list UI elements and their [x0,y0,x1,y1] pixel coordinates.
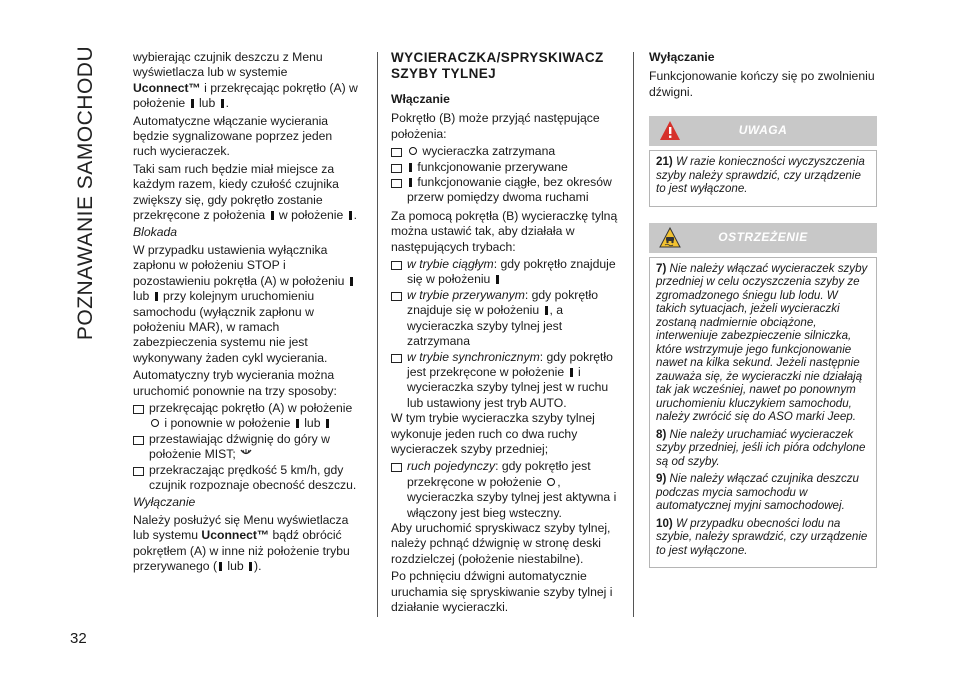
column-divider [633,52,634,617]
paragraph: Należy posłużyć się Menu wyświetlacza lub systemu Uconnect™ bądź obrócić pokrętłem (A) w inne niż położenie trybu przerywanego ( lub ). [133,512,350,573]
auto-position-icon [349,211,352,220]
section-heading: WYCIERACZKA/SPRYSKIWACZ SZYBY TYLNEJ [391,50,604,81]
checkbox-icon [133,467,144,476]
list-item: przestawiając dźwignię do góry w położenie MIST; [133,432,358,463]
intermittent-position-icon [545,306,548,315]
paragraph: Za pomocą pokrętła (B) wycieraczkę tylną można ustawić tak, aby działała w następujących trybach: [391,208,618,254]
subheading-wylaczanie: Wyłączanie [133,495,196,510]
paragraph: W przypadku ustawienia wyłącznika zapłonu w położeniu STOP i pozostawieniu pokrętła (A) w położeniu lub przy kolejnym uruchomieniu samochodu (wyłącznik zapłonu w położeniu MAR), w ramach zabezpieczenia systemu nie jest wykonywany żaden cykl wycierania. [133,243,358,366]
paragraph: Automatyczny tryb wycierania można uruchomić ponownie na trzy sposoby: [133,368,337,398]
continuous-position-icon [496,275,499,284]
uwaga-note [649,150,877,207]
intermittent-position-icon [570,368,573,377]
auto-position-icon [271,211,274,220]
list-item: w trybie przerywanym: gdy pokrętło znajduje się w położeniu , a wycieraczka szyby tylnej jest zatrzymana [391,288,621,350]
checkbox-icon [391,463,402,472]
auto-position-icon [326,419,329,428]
checkbox-icon [391,164,402,173]
off-position-icon [409,147,417,155]
list-item: przekręcając pokrętło (A) w położenie i ponownie w położenie lub [133,401,358,432]
continuous-position-icon [409,178,412,187]
auto-position-icon [249,562,252,571]
list-item: funkcjonowanie ciągłe, bez okresów przerw pomiędzy dwoma ruchami [391,175,621,206]
column-2 [391,50,621,617]
paragraph: Aby uruchomić spryskiwacz szyby tylnej, należy pchnąć dźwignię w stronę deski rozdzielczej (położenie niestabilne). [391,520,611,566]
off-position-icon [151,419,159,427]
paragraph: Funkcjonowanie kończy się po zwolnieniu dźwigni. [649,69,875,99]
mist-icon [239,448,253,459]
paragraph: Pokrętło (B) może przyjąć następujące położenia: [391,111,600,141]
paragraph: wybierając czujnik deszczu z Menu wyświetlacza lub w systemie Uconnect™ i przekręcając pokrętło (A) w położenie lub . [133,50,358,111]
note-item: 7) Nie należy włączać wycieraczek szyby przedniej w celu oczyszczenia szyby ze zgromadzonego śniegu lub lodu. W takich sytuacjach, jeżeli wycieraczki zostaną nadmiernie obciążone, interweniuje zabezpieczenie silniczka, które wstrzymuje jego funkcjonowanie nawet na kilka sekund. Jeżeli następnie zauważa się, że wycieraczki nie działają tak jak wcześniej, nawet po ponownym uruchomieniu kluczykiem samochodu, należy zwrócić się do ASO marki Jeep. [656,261,868,424]
banner-label: OSTRZEŻENIE [718,229,808,244]
off-position-icon [547,478,555,486]
auto-position-icon [350,277,353,286]
column-divider [377,52,378,617]
subheading-blokada: Blokada [133,225,178,240]
checkbox-icon [391,354,402,363]
list-item: przekraczając prędkość 5 km/h, gdy czujnik rozpoznaje obecność deszczu. [133,463,358,494]
list-item: ruch pojedynczy: gdy pokrętło jest przekręcone w położenie , wycieraczka szyby tylnej jest aktywna i włączony jest bieg wsteczny. [391,459,621,521]
list-item: funkcjonowanie przerywane [391,160,621,175]
list-item: w trybie synchronicznym: gdy pokrętło jest przekręcone w położenie i wycieraczka szyby tylnej jest w ruchu lub ustawiony jest tryb AUTO. [391,350,621,412]
checkbox-icon [133,436,144,445]
paragraph: Taki sam ruch będzie miał miejsce za każdym razem, kiedy czułość czujnika zwiększy się, gdy pokrętło zostanie przekręcone z położenia w położenie . [133,161,358,223]
checkbox-icon [133,405,144,414]
auto-position-icon [191,99,194,108]
note-item: 9) Nie należy włączać czujnika deszczu podczas mycia samochodu w automatycznej myjni samochodowej. [656,472,859,513]
section-title-vertical [66,45,106,341]
note-item: 10) W przypadku obecności lodu na szybie, należy sprawdzić, czy urządzenie to jest wyłączone. [656,516,868,557]
checkbox-icon [391,261,402,270]
uwaga-banner [649,116,877,146]
subheading-wylaczanie: Wyłączanie [649,50,715,64]
auto-position-icon [221,99,224,108]
banner-label: UWAGA [738,123,788,138]
subheading-wlaczanie: Włączanie [391,92,450,106]
note-item: 21) W razie konieczności wyczyszczenia szyby należy sprawdzić, czy urządzenie to jest wyłączone. [656,155,865,196]
list-item: wycieraczka zatrzymana [391,144,621,159]
auto-position-icon [296,419,299,428]
ostrzezenie-banner [649,223,877,253]
section-title-text: POZNAWANIE SAMOCHODU [74,45,97,341]
checkbox-icon [391,148,402,157]
auto-position-icon [219,562,222,571]
list-item: w trybie ciągłym: gdy pokrętło znajduje się w położeniu [391,257,621,288]
page-number: 32 [70,630,87,647]
paragraph: W tym trybie wycieraczka szyby tylnej wykonuje jeden ruch co dwa ruchy wycieraczek szyby przedniej; [391,411,595,456]
column-1 [133,50,358,576]
checkbox-icon [391,292,402,301]
column-3 [649,50,877,568]
note-item: 8) Nie należy uruchamiać wycieraczek szyby przedniej, jeśli ich pióra odchylone są od szyby. [656,427,866,468]
intermittent-position-icon [409,163,412,172]
checkbox-icon [391,179,402,188]
ostrzezenie-note [649,257,877,569]
paragraph: Automatyczne włączanie wycierania będzie sygnalizowane poprzez jeden ruch wycieraczek. [133,113,333,159]
auto-position-icon [155,292,158,301]
paragraph: Po pchnięciu dźwigni automatycznie uruchamia się spryskiwanie szyby tylnej i działanie wycieraczki. [391,569,613,614]
